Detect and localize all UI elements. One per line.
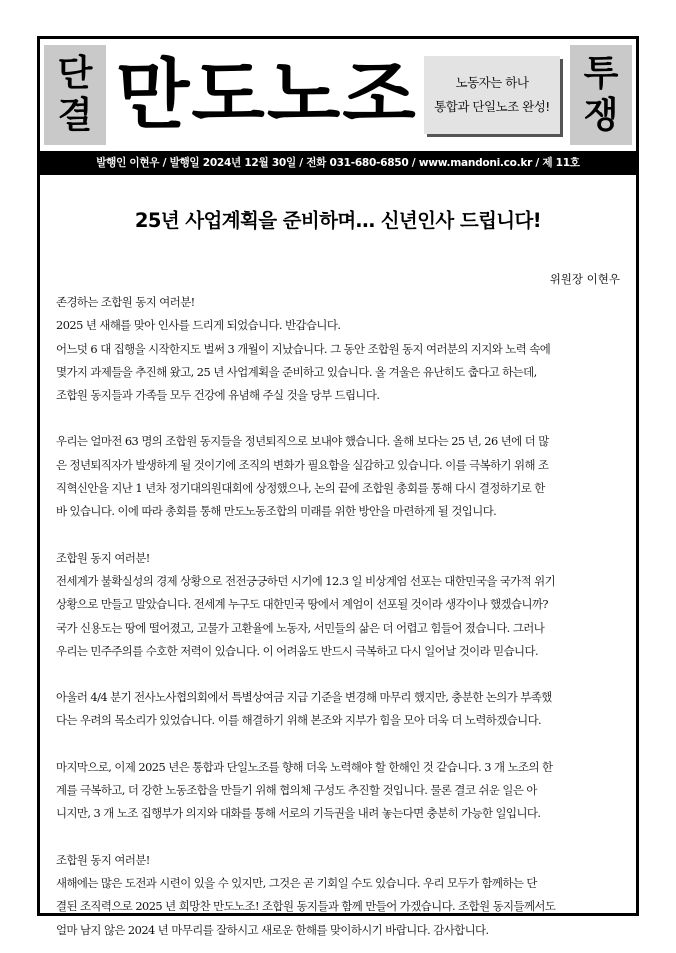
article-line: 우리는 민주주의를 수호한 저력이 있습니다. 이 어려움도 반드시 극복하고 다시 일어날 것이라 믿습니다.	[56, 643, 539, 658]
slogan-struggle-box	[570, 45, 632, 145]
slogan-box	[424, 56, 560, 134]
article-body	[56, 291, 622, 942]
slogan-unity-char-2: 결	[57, 95, 93, 136]
article-line: 결된 조직력으로 2025 년 희망찬 만도노조! 조합원 동지들과 함께 만들어 가겠습니다. 조합원 동지들께서도	[56, 899, 556, 914]
article-author: 위원장 이현우	[549, 272, 620, 286]
slogan-unity-box	[44, 45, 106, 145]
article-line: 아울러 4/4 분기 전사노사협의회에서 특별상여금 지급 기준을 변경해 마무리 했지만, 충분한 논의가 부족했	[56, 690, 552, 705]
article-line: 조합원 동지 여러분!	[56, 550, 150, 565]
article-line: 얼마 남지 않은 2024 년 마무리를 잘하시고 새로운 한해를 맞이하시기 바랍니다. 감사합니다.	[56, 922, 489, 937]
article-line: 마지막으로, 이제 2025 년은 통합과 단일노조를 향해 더욱 노력해야 할 한해인 것 같습니다. 3 개 노조의 한	[56, 759, 553, 774]
slogan-struggle-char-1: 투	[583, 53, 619, 94]
article-line: 계를 극복하고, 더 강한 노동조합을 만들기 위해 협의체 구성도 추진할 것입니다. 물론 결코 쉬운 일은 아	[56, 783, 537, 798]
publication-info-bar: 발행인 이현우 / 발행일 2024년 12월 30일 / 전화 031-680-6850 / www.mandoni.co.kr / 제 11호	[40, 151, 636, 175]
slogan-unity-char-1: 단	[57, 53, 93, 94]
article-line: 2025 년 새해를 맞아 인사를 드리게 되었습니다. 반갑습니다.	[56, 318, 341, 333]
slogan-line-2: 통합과 단일노조 완성!	[434, 99, 550, 114]
article-line: 어느덧 6 대 집행을 시작한지도 벌써 3 개월이 지났습니다. 그 동안 조합원 동지 여러분의 지지와 노력 속에	[56, 341, 551, 356]
article-line: 조합원 동지 여러분!	[56, 852, 150, 867]
paragraph-gap	[56, 663, 622, 686]
article-line: 다는 우려의 목소리가 있었습니다. 이를 해결하기 위해 본조와 지부가 힘을 모아 더욱 더 노력하겠습니다.	[56, 713, 542, 728]
paragraph-gap	[56, 524, 622, 547]
paragraph-gap	[56, 407, 622, 430]
article-line: 존경하는 조합원 동지 여러분!	[56, 295, 195, 309]
article-line: 국가 신용도는 땅에 떨어졌고, 고물가 고환율에 노동자, 서민들의 삶은 더 어렵고 힘들어 졌습니다. 그러나	[56, 620, 545, 635]
newsletter-title: 만도노조	[116, 50, 418, 139]
article-line: 니지만, 3 개 노조 집행부가 의지와 대화를 통해 서로의 기득권을 내려 놓는다면 충분히 가능한 일입니다.	[56, 806, 541, 821]
article-line: 은 정년퇴직자가 발생하게 될 것이기에 조직의 변화가 필요함을 실감하고 있습니다. 이를 극복하기 위해 조	[56, 457, 549, 472]
paragraph-gap	[56, 826, 622, 849]
slogan-struggle-char-2: 쟁	[583, 95, 619, 136]
article-line: 상황으로 만들고 말았습니다. 전세계 누구도 대한민국 땅에서 계엄이 선포될 것이라 생각이나 했겠습니까?	[56, 597, 548, 612]
newsletter-frame	[37, 36, 639, 937]
article-headline: 25년 사업계획을 준비하며… 신년인사 드립니다!	[134, 209, 542, 232]
article-line: 전세계가 불확실성의 경제 상황으로 전전긍긍하던 시기에 12.3 일 비상계엄 선포는 대한민국을 국가적 위기	[56, 573, 556, 588]
article-line: 우리는 얼마전 63 명의 조합원 동지들을 정년퇴직으로 보내야 했습니다. 올해 보다는 25 년, 26 년에 더 많	[56, 434, 549, 449]
slogan-line-1: 노동자는 하나	[455, 75, 529, 90]
article-line: 직혁신안을 지난 1 년차 정기대의원대회에 상정했으나, 논의 끝에 조합원 총회를 통해 다시 결정하기로 한	[56, 481, 545, 496]
article-line: 조합원 동지들과 가족들 모두 건강에 유념해 주실 것을 당부 드립니다.	[56, 388, 380, 403]
article-line: 바 있습니다. 이에 따라 총회를 통해 만도노동조합의 미래를 위한 방안을 마련하게 될 것입니다.	[56, 504, 497, 519]
article-line: 몇가지 과제들을 추진해 왔고, 25 년 사업계획을 준비하고 있습니다. 올 겨울은 유난히도 춥다고 하는데,	[56, 364, 537, 379]
article-line: 새해에는 많은 도전과 시련이 있을 수 있지만, 그것은 곧 기회일 수도 있습니다. 우리 모두가 함께하는 단	[56, 875, 537, 890]
masthead	[40, 39, 636, 151]
paragraph-gap	[56, 733, 622, 756]
